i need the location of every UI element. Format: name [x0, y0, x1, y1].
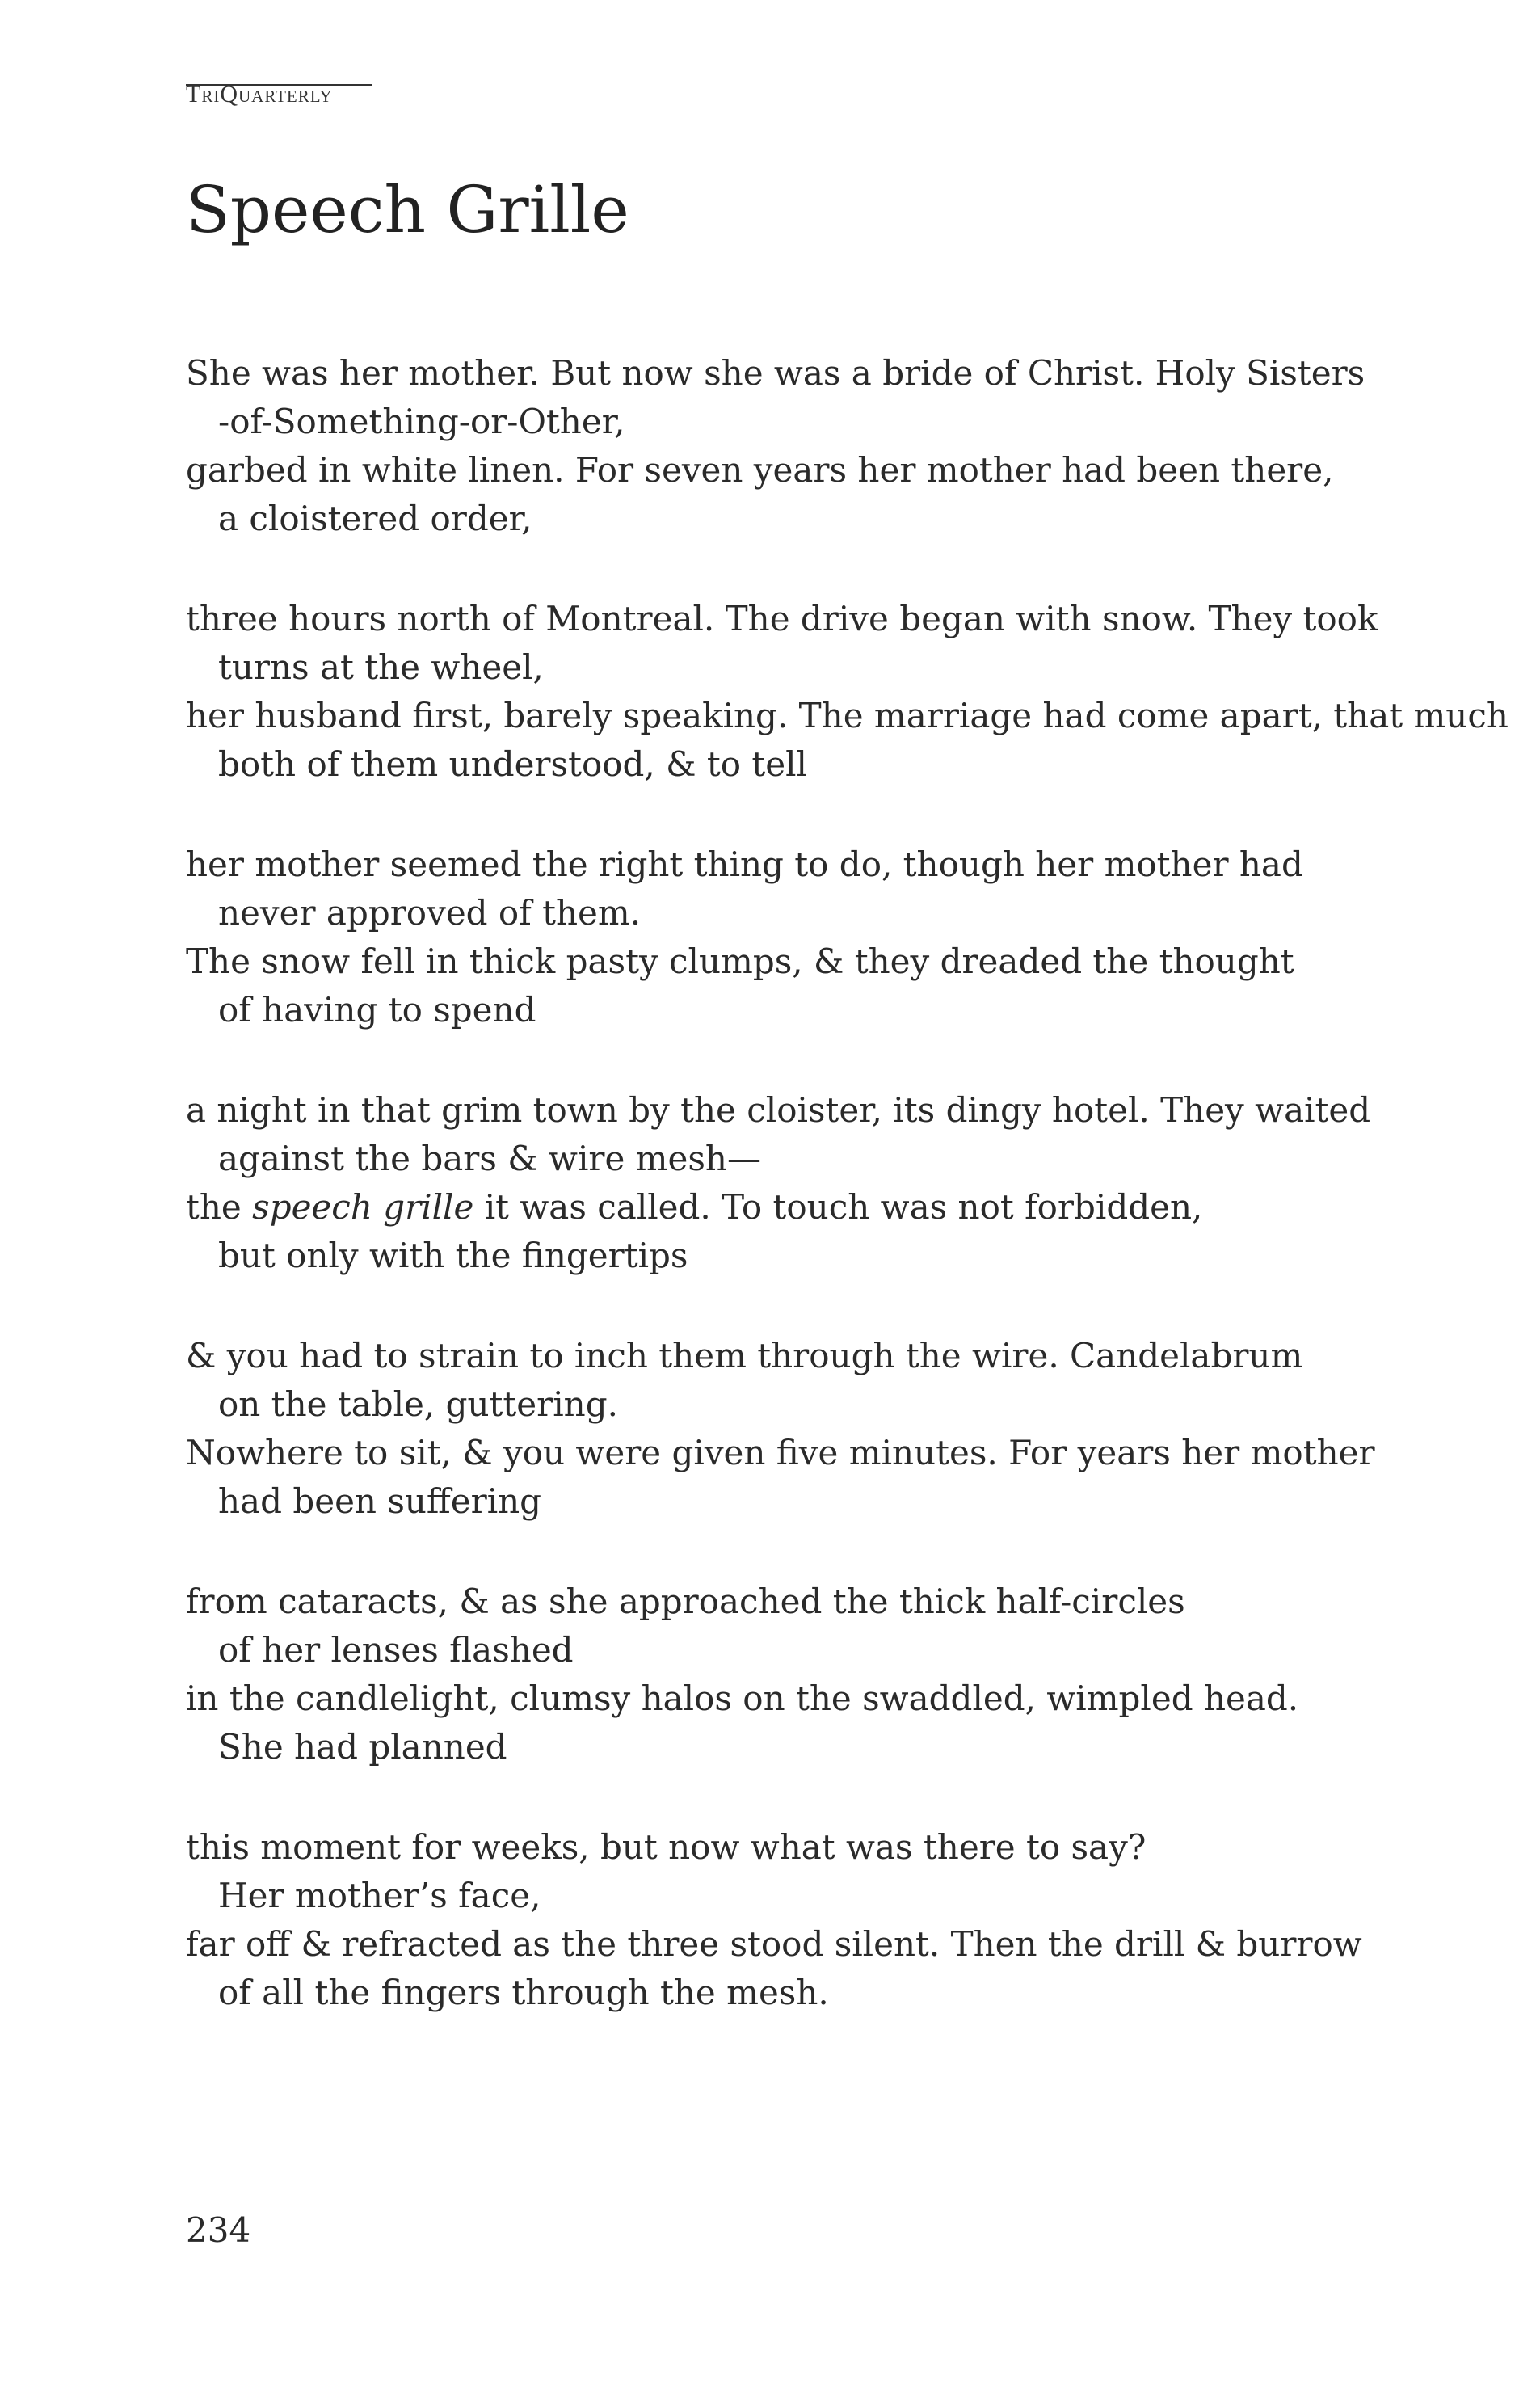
poem-line-indented: both of them understood, & to tell: [218, 744, 807, 784]
poem-line: from cataracts, & as she approached the thick half-circles: [186, 1582, 1185, 1621]
poem-line-indented: turns at the wheel,: [218, 647, 544, 687]
poem-line: her mother seemed the right thing to do, though her mother had: [186, 845, 1303, 884]
italic-phrase: speech grille: [252, 1187, 474, 1227]
poem-line-indented: but only with the fingertips: [218, 1236, 688, 1275]
poem-line: She was her mother. But now she was a bride of Christ. Holy Sisters: [186, 353, 1365, 393]
poem-line-indented: had been suffering: [218, 1481, 542, 1521]
poem-line: & you had to strain to inch them through the wire. Candelabrum: [186, 1336, 1303, 1375]
poem-title: Speech Grille: [186, 172, 629, 247]
poem-line-indented: of having to spend: [218, 990, 536, 1030]
stanza-7: [186, 1823, 1382, 2017]
poem-line: The snow fell in thick pasty clumps, & they dreaded the thought: [186, 941, 1294, 981]
running-head: TriQuarterly: [186, 81, 333, 107]
poem-line-indented: on the table, guttering.: [218, 1384, 618, 1424]
stanza-2: [186, 595, 1508, 789]
page-number: 234: [186, 2210, 251, 2250]
poem-line: garbed in white linen. For seven years her mother had been there,: [186, 450, 1334, 490]
stanza-6: [186, 1577, 1382, 1771]
stanza-1: [186, 349, 1382, 543]
poem-line-indented: of all the fingers through the mesh.: [218, 1973, 829, 2012]
poem-line: this moment for weeks, but now what was there to say?: [186, 1827, 1147, 1867]
poem-line-indented: She had planned: [218, 1727, 507, 1767]
poem-line-indented: against the bars & wire mesh—: [218, 1139, 761, 1178]
poem-line-indented: Her mother’s face,: [218, 1876, 541, 1915]
poem-line-indented: -of-Something-or-Other,: [218, 402, 625, 441]
poem-line: her husband first, barely speaking. The marriage had come apart, that much: [186, 696, 1508, 735]
poem-line: a night in that grim town by the cloister, its dingy hotel. They waited: [186, 1090, 1371, 1130]
poem-line: in the candlelight, clumsy halos on the swaddled, wimpled head.: [186, 1679, 1299, 1718]
poem-line: three hours north of Montreal. The drive began with snow. They took: [186, 599, 1378, 638]
poem-line-indented: never approved of them.: [218, 893, 642, 933]
poem-line: far off & refracted as the three stood silent. Then the drill & burrow: [186, 1924, 1362, 1964]
poem-line: Nowhere to sit, & you were given five minutes. For years her mother: [186, 1433, 1375, 1472]
poem-line-indented: of her lenses flashed: [218, 1630, 574, 1670]
poem-body: [186, 349, 1508, 2069]
stanza-5: [186, 1332, 1382, 1526]
stanza-4: [186, 1086, 1382, 1280]
poem-line: the speech grille it was called. To touch was not forbidden,: [186, 1187, 1203, 1227]
stanza-3: [186, 840, 1382, 1034]
poem-line-indented: a cloistered order,: [218, 499, 532, 538]
